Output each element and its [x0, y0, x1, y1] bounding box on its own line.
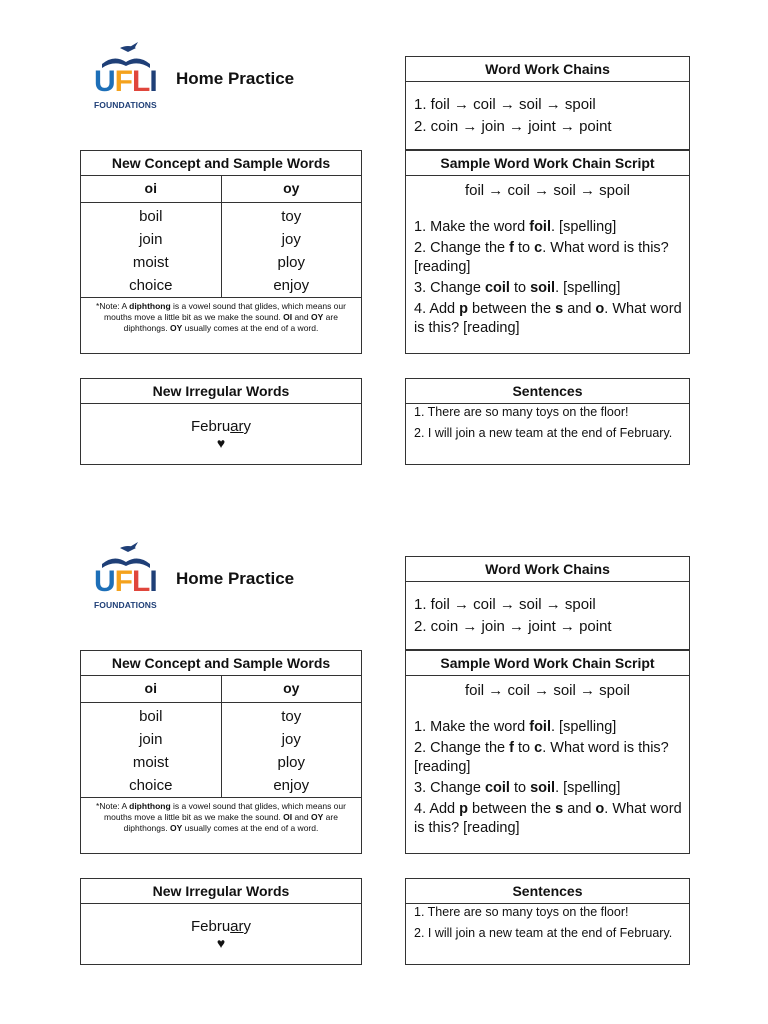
chain-line: 1. foil → coil → soil → spoil [414, 96, 596, 113]
ufli-logo [92, 42, 158, 114]
irregular-header: New Irregular Words [81, 379, 361, 404]
column-header-oi: oi [81, 676, 222, 702]
script-step: 4. Add p between the s and o. What word is this? [reading] [414, 301, 682, 336]
chains-header: Word Work Chains [406, 57, 689, 82]
chains-header: Word Work Chains [406, 557, 689, 582]
sentences-box [405, 878, 690, 965]
sample-word: enjoy [273, 277, 310, 294]
sentence: 2. I will join a new team at the end of February. [414, 926, 673, 940]
sentences-header: Sentences [406, 379, 689, 404]
script-step: 2. Change the f to c. What word is this? [reading] [414, 740, 669, 775]
oi-word-list [81, 703, 222, 797]
heart-icon: ♥ [216, 435, 226, 451]
sample-word: moist [132, 254, 169, 271]
logo-subtitle: FOUNDATIONS [94, 100, 157, 110]
sample-word: join [139, 231, 163, 248]
sentence: 1. There are so many toys on the floor! [414, 905, 629, 919]
sample-word: join [139, 731, 163, 748]
irregular-words-box [80, 878, 362, 965]
sample-word: choice [129, 777, 173, 794]
page-title: Home Practice [176, 69, 295, 88]
column-header-oy: oy [283, 180, 300, 196]
concept-header: New Concept and Sample Words [81, 651, 361, 676]
sample-word: moist [132, 754, 169, 771]
chain-line: 2. coin → join → joint → point [414, 618, 612, 635]
logo-subtitle: FOUNDATIONS [94, 600, 157, 610]
oi-word-list [81, 203, 222, 297]
column-header-oy: oy [283, 680, 300, 696]
concept-header: New Concept and Sample Words [81, 151, 361, 176]
sample-word: enjoy [273, 777, 310, 794]
page-title: Home Practice [176, 569, 295, 588]
chain-script-box [405, 650, 690, 854]
script-step: 1. Make the word foil. [spelling] [414, 719, 617, 735]
oy-word-list [222, 703, 362, 797]
chain-line: 1. foil → coil → soil → spoil [414, 596, 596, 613]
ufli-logo [92, 542, 158, 614]
new-concept-box [80, 150, 362, 354]
oy-word-list [222, 203, 362, 297]
sample-word: ploy [277, 254, 306, 271]
script-step: 2. Change the f to c. What word is this? [reading] [414, 240, 669, 275]
irregular-words-box [80, 378, 362, 465]
script-chain: foil → coil → soil → spoil [464, 682, 631, 699]
script-step: 3. Change coil to soil. [spelling] [414, 780, 621, 796]
sample-word: ploy [277, 754, 306, 771]
diphthong-note: *Note: A diphthong is a vowel sound that glides, which means our mouths move a little bit as we make the sound. OI and OY are diphthongs. OY usually comes at the end of a word. [96, 801, 346, 833]
new-concept-box [80, 650, 362, 854]
script-chain: foil → coil → soil → spoil [464, 182, 631, 199]
sample-word: joy [281, 231, 301, 248]
practice-card-bottom [0, 500, 768, 1000]
word-work-chains-box [405, 56, 690, 150]
irregular-word: February [190, 918, 252, 935]
heart-icon: ♥ [216, 935, 226, 951]
script-header: Sample Word Work Chain Script [406, 151, 689, 176]
sentence: 1. There are so many toys on the floor! [414, 405, 629, 419]
diphthong-note: *Note: A diphthong is a vowel sound that glides, which means our mouths move a little bit as we make the sound. OI and OY are diphthongs. OY usually comes at the end of a word. [96, 301, 346, 333]
sentences-header: Sentences [406, 879, 689, 904]
logo-letters: UFLI [94, 65, 157, 98]
script-step: 1. Make the word foil. [spelling] [414, 219, 617, 235]
sample-word: toy [281, 208, 302, 225]
sample-word: toy [281, 708, 302, 725]
sample-word: choice [129, 277, 173, 294]
script-step: 4. Add p between the s and o. What word is this? [reading] [414, 801, 682, 836]
sample-word: joy [281, 731, 301, 748]
irregular-header: New Irregular Words [81, 879, 361, 904]
word-work-chains-box [405, 556, 690, 650]
sample-word: boil [139, 208, 163, 225]
logo-letters: UFLI [94, 565, 157, 598]
sentence: 2. I will join a new team at the end of February. [414, 426, 673, 440]
chain-script-box [405, 150, 690, 354]
script-header: Sample Word Work Chain Script [406, 651, 689, 676]
column-header-oi: oi [81, 176, 222, 202]
sample-word: boil [139, 708, 163, 725]
sentences-box [405, 378, 690, 465]
script-step: 3. Change coil to soil. [spelling] [414, 280, 621, 296]
practice-card-top [0, 0, 768, 500]
irregular-word: February [190, 418, 252, 435]
chain-line: 2. coin → join → joint → point [414, 118, 612, 135]
